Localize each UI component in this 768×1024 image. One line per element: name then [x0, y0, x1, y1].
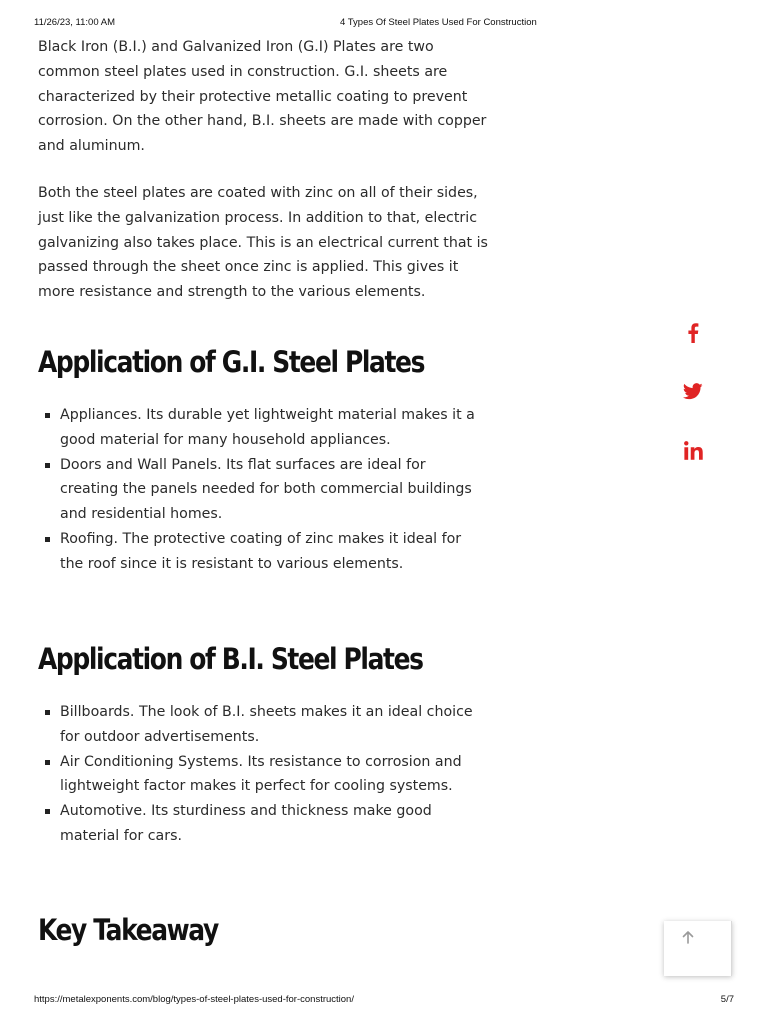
list-item-text: Doors and Wall Panels. Its flat surfaces are ideal for creating the panels needed for both commercial buildings and residential homes. — [60, 456, 472, 523]
print-footer — [34, 994, 734, 1008]
list-item-text: Automotive. Its sturdiness and thickness make good material for cars. — [60, 803, 432, 844]
list-item-text: Appliances. Its durable yet lightweight material makes it a good material for many household appliances. — [60, 407, 475, 448]
section-heading-key-takeaway: Key Takeaway — [38, 913, 218, 947]
bi-applications-list — [38, 700, 488, 849]
print-url: https://metalexponents.com/blog/types-of-steel-plates-used-for-construction/ — [34, 994, 354, 1005]
article-intro — [38, 35, 488, 305]
list-item — [38, 527, 488, 577]
bullet-marker — [45, 413, 50, 418]
section-heading-gi: Application of G.I. Steel Plates — [38, 345, 425, 379]
bullet-marker — [45, 809, 50, 814]
list-item-text: Roofing. The protective coating of zinc makes it ideal for the roof since it is resistant to various elements. — [60, 530, 462, 572]
arrow-up-icon — [682, 931, 694, 944]
print-datetime: 11/26/23, 11:00 AM — [34, 17, 115, 28]
scroll-to-top-button[interactable] — [664, 921, 732, 976]
bullet-marker — [45, 760, 50, 765]
bullet-marker — [45, 537, 50, 542]
bullet-marker — [45, 463, 50, 468]
gi-applications-list — [38, 403, 488, 577]
section-heading-bi: Application of B.I. Steel Plates — [38, 642, 423, 676]
scroll-button-edge — [731, 921, 732, 976]
print-page-number: 5/7 — [720, 994, 734, 1005]
list-item — [38, 700, 488, 750]
linkedin-icon — [684, 441, 703, 460]
facebook-icon — [687, 323, 699, 343]
intro-paragraph-2: Both the steel plates are coated with zinc on all of their sides, just like the galvanization process. In addition to that, electric galvanizing also takes place. This is an electrical current that is passed through the sheet once zinc is applied. This gives it more resistance and strength to the various elements. — [38, 184, 488, 301]
list-item — [38, 403, 488, 453]
linkedin-share-button[interactable] — [680, 437, 706, 463]
list-item-text: Billboards. The look of B.I. sheets makes it an ideal choice for outdoor advertisements. — [60, 704, 473, 745]
list-item — [38, 799, 488, 849]
intro-paragraph-1: Black Iron (B.I.) and Galvanized Iron (G.I) Plates are two common steel plates used in construction. G.I. sheets are characterized by their protective metallic coating to prevent corrosion. On the other hand, B.I. sheets are made with copper and aluminum. — [38, 39, 487, 155]
twitter-icon — [683, 383, 703, 400]
twitter-share-button[interactable] — [680, 378, 706, 404]
print-title: 4 Types Of Steel Plates Used For Construction — [340, 17, 537, 28]
list-item — [38, 750, 488, 800]
list-item — [38, 453, 488, 527]
facebook-share-button[interactable] — [680, 320, 706, 346]
list-item-text: Air Conditioning Systems. Its resistance to corrosion and lightweight factor makes it perfect for cooling systems. — [60, 753, 462, 795]
print-header — [34, 17, 734, 31]
bullet-marker — [45, 710, 50, 715]
